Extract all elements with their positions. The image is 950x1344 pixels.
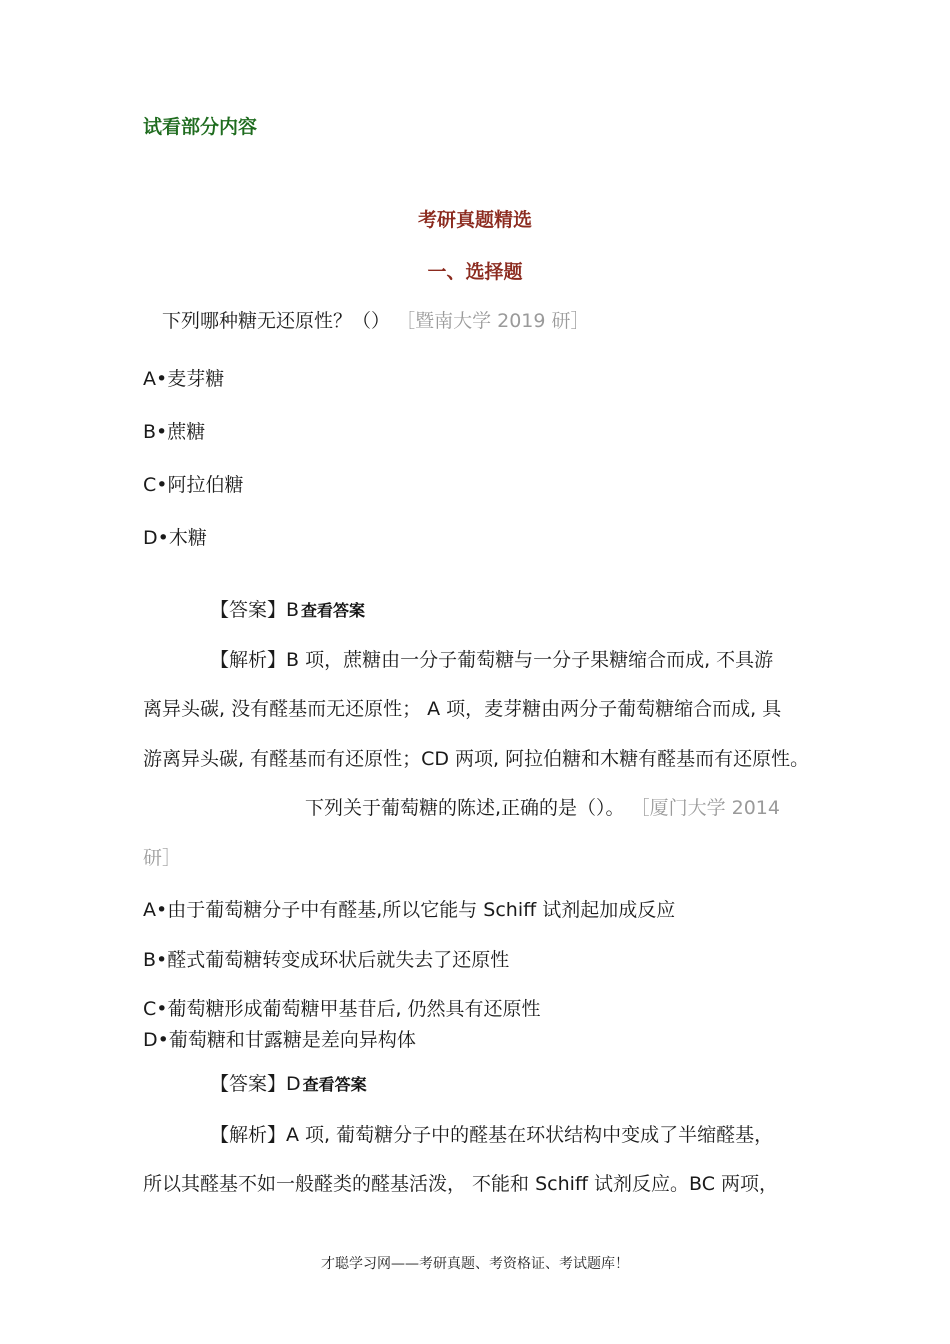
question-2-source-cont: 研］ (143, 847, 182, 869)
question-1-view-answer-link[interactable]: 查看答案 (301, 601, 366, 620)
section-subheading: 一、选择题 (427, 261, 523, 283)
question-1-option-c: C•阿拉伯糖 (143, 474, 244, 496)
question-2-source: ［厦门大学 2014 (630, 797, 780, 819)
question-2-text: 下列关于葡萄糖的陈述,正确的是（）。 (305, 797, 625, 819)
question-2-analysis-line-1: 【解析】A 项, 葡萄糖分子中的醛基在环状结构中变成了半缩醛基， (210, 1124, 774, 1146)
page-heading: 考研真题精选 (417, 209, 532, 231)
question-2-option-d: D•葡萄糖和甘露糖是差向异构体 (143, 1029, 416, 1051)
question-2-stem (305, 793, 780, 820)
question-1-source: ［暨南大学 2019 研］ (396, 310, 590, 332)
question-2-option-c: C•葡萄糖形成葡萄糖甲基苷后, 仍然具有还原性 (143, 998, 541, 1020)
question-1-answer-text: 【答案】B (210, 599, 300, 621)
question-2-view-answer-link[interactable]: 查看答案 (302, 1075, 367, 1094)
question-1-analysis-line-2: 离异头碳, 没有醛基而无还原性； A 项，麦芽糖由两分子葡萄糖缩合而成, 具 (143, 698, 782, 720)
question-1-option-d: D•木糖 (143, 527, 207, 549)
question-1-analysis-line-3: 游离异头碳, 有醛基而有还原性；CD 两项, 阿拉伯糖和木糖有醛基而有还原性。 (143, 748, 810, 770)
question-2-option-b: B•醛式葡萄糖转变成环状后就失去了还原性 (143, 949, 510, 971)
question-2-answer-text: 【答案】D (210, 1073, 301, 1095)
question-1-stem (162, 306, 590, 333)
question-2-analysis-line-2: 所以其醛基不如一般醛类的醛基活泼， 不能和 Schiff 试剂反应。BC 两项， (143, 1173, 779, 1195)
question-1-analysis-line-1: 【解析】B 项，蔗糖由一分子葡萄糖与一分子果糖缩合而成, 不具游 (210, 649, 774, 671)
preview-label: 试看部分内容 (143, 116, 258, 138)
question-2-answer (210, 1069, 367, 1096)
question-1-option-b: B•蔗糖 (143, 421, 206, 443)
question-2-option-a: A•由于葡萄糖分子中有醛基,所以它能与 Schiff 试剂起加成反应 (143, 899, 676, 921)
question-1-answer (210, 595, 365, 622)
question-1-text: 下列哪种糖无还原性？（） (162, 310, 391, 332)
page-footer: 才聪学习网——考研真题、考资格证、考试题库！ (321, 1256, 629, 1272)
question-1-option-a: A•麦芽糖 (143, 368, 225, 390)
